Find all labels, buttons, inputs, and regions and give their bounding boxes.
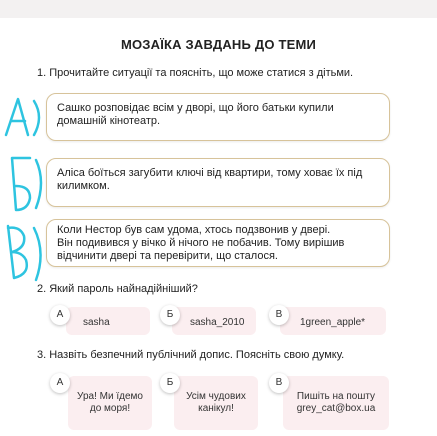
post-text-c	[283, 391, 389, 415]
post-b-line-1: Усім чудових	[186, 391, 246, 402]
handwritten-label-b	[0, 152, 48, 216]
question-1: 1. Прочитайте ситуації та поясніть, що може статися з дітьми.	[37, 67, 354, 79]
top-bar	[0, 0, 437, 18]
situation-c-line-3: відчинити двері та перевірити, що сталося.	[57, 250, 278, 262]
password-value-c: 1green_apple*	[300, 317, 366, 328]
password-value-b: sasha_2010	[190, 317, 245, 328]
situation-card-c	[46, 219, 390, 267]
post-b-line-2: канікул!	[198, 403, 234, 414]
password-value-a: sasha	[83, 317, 110, 328]
post-text-a	[68, 391, 152, 415]
situation-card-a	[46, 93, 390, 141]
option-letter-c: В	[269, 305, 289, 325]
post-letter-a: А	[50, 373, 70, 393]
post-c-line-1: Пишіть на пошту	[296, 391, 376, 402]
situation-c-line-2: Він подивився у вічко й нічого не побачив. Тому вирішив	[57, 237, 345, 249]
option-letter-a: А	[50, 305, 70, 325]
handwritten-label-a	[0, 95, 48, 141]
option-letter-b: Б	[160, 305, 180, 325]
situation-b-line-1: Аліса боїться загубити ключі від квартири, тому ховає їх під	[57, 167, 363, 179]
page-title: МОЗАЇКА ЗАВДАНЬ ДО ТЕМИ	[120, 37, 317, 52]
situation-c-line-1: Коли Нестор був сам удома, хтось подзвонив у двері.	[57, 224, 331, 236]
situation-a-line-1: Сашко розповідає всім у дворі, що його батьки купили	[57, 102, 334, 114]
post-a-line-2: до моря!	[89, 403, 131, 414]
question-2: 2. Який пароль найнадійніший?	[37, 283, 198, 295]
situation-a-line-2: домашній кінотеатр.	[57, 115, 161, 127]
handwritten-label-c	[0, 220, 50, 284]
post-letter-c: В	[269, 373, 289, 393]
post-letter-b: Б	[160, 373, 180, 393]
post-c-line-2: grey_cat@box.ua	[296, 403, 376, 414]
situation-b-line-2: килимком.	[57, 180, 110, 192]
question-3: 3. Назвіть безпечний публічний допис. Поясніть свою думку.	[37, 349, 345, 361]
post-text-b	[174, 391, 258, 415]
situation-card-b	[46, 158, 390, 207]
post-a-line-1: Ура! Ми їдемо	[77, 391, 143, 402]
